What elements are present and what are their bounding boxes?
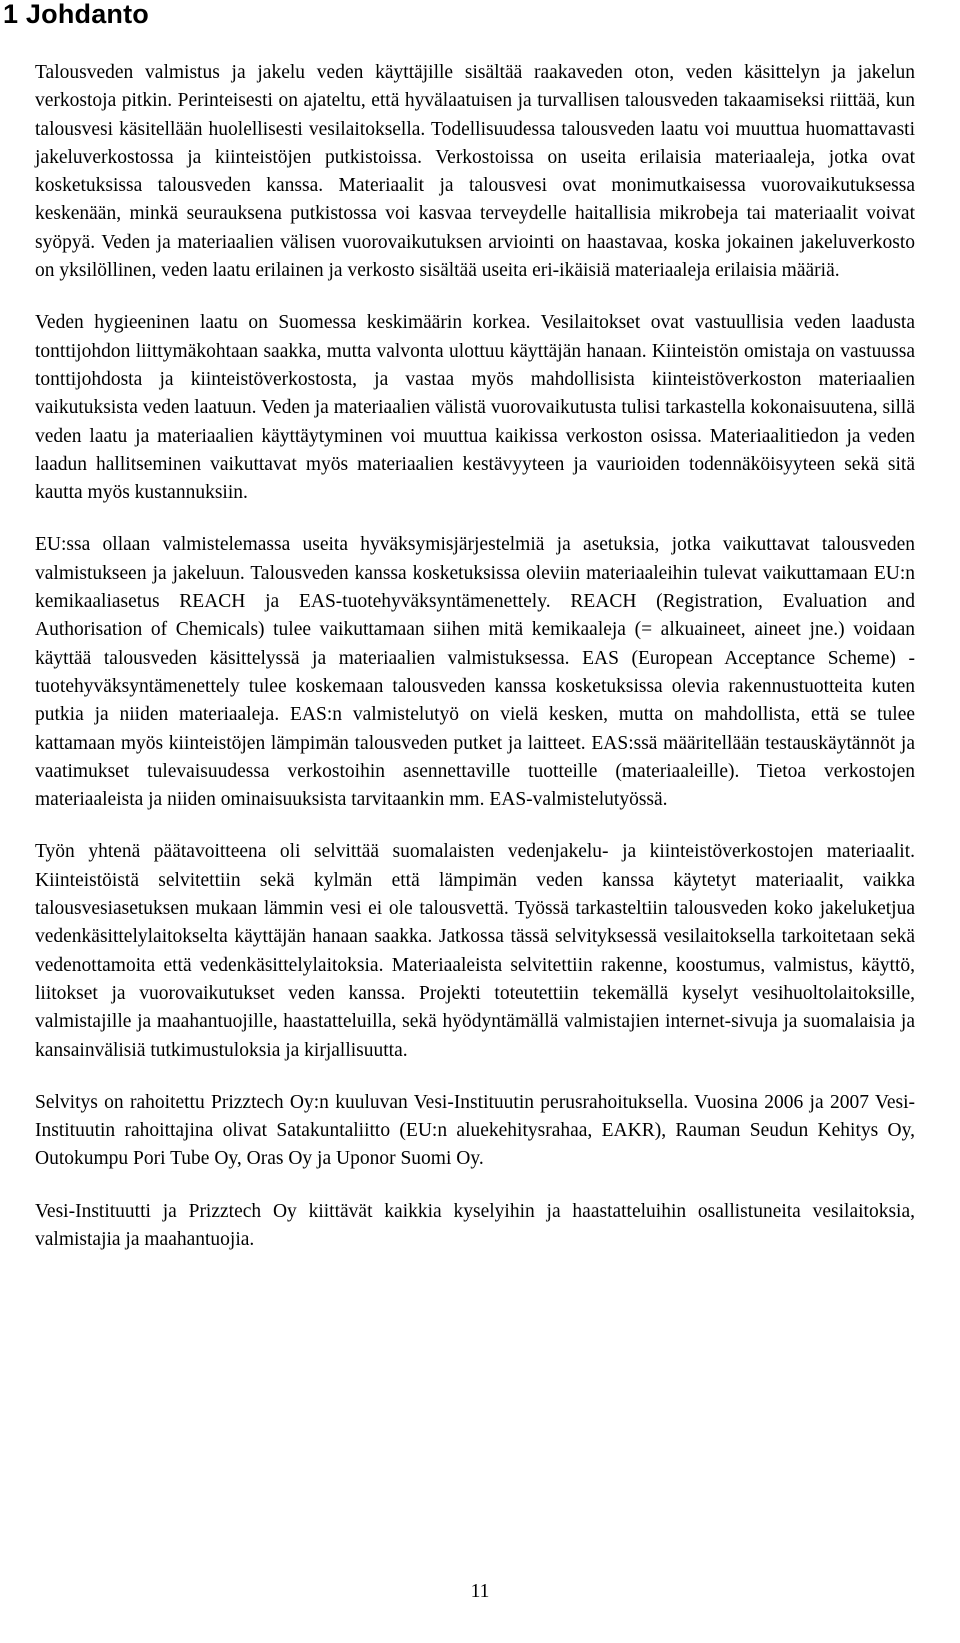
body-text xyxy=(35,59,915,1278)
paragraph-eu-regulation: EU:ssa ollaan valmistelemassa useita hyväksymisjärjestelmiä ja asetuksia, jotka vaikuttavat talousveden valmistukseen ja jakeluun. Talousveden kanssa kosketuksissa oleviin materiaaleihin tulevat vaikuttamaan EU:n kemikaaliasetus REACH ja EAS-tuotehyväksyntämenettely. REACH (Registration, Evaluation and Authorisation of Chemicals) tulee vaikuttamaan siihen mitä kemikaaleja (= alkuaineet, aineet jne.) voidaan käyttää talousveden käsittelyssä ja materiaalien valmistuksessa. EAS (European Acceptance Scheme) -tuotehyväksyntämenettely tulee koskemaan talousveden kanssa kosketuksissa olevia rakennustuotteita kuten putkia ja niiden materiaaleja. EAS:n valmistelutyö on vielä kesken, mutta on mahdollista, että se tulee kattamaan myös kiinteistöjen lämpimän talousveden putket ja laitteet. EAS:ssä määritellään testauskäytännöt ja vaatimukset tulevaisuudessa verkostoihin asennettaville tuotteille (materiaaleille). Tietoa verkostojen materiaaleista ja niiden ominaisuuksista tarvitaankin mm. EAS-valmistelutyössä. xyxy=(35,534,915,811)
paragraph-hygienic-quality: Veden hygieeninen laatu on Suomessa keskimäärin korkea. Vesilaitokset ovat vastuullisia veden laadusta tonttijohdon liittymäkohtaan saakka, mutta valvonta ulottuu käyttäjän hanaan. Kiinteistön omistaja on vastuussa tonttijohdosta ja kiinteistöverkostosta, ja vastaa myös mahdollisista kiinteistöverkoston materiaalien vaikutuksista veden laatuun. Veden ja materiaalien välistä vuorovaikutusta tulisi tarkastella kokonaisuutena, sillä veden laatu ja materiaalien käyttäytyminen voi muuttua kaikissa verkoston osissa. Materiaalitiedon ja veden laadun hallitseminen vaikuttavat myös materiaalien kestävyyteen ja vaurioiden todennäköisyyteen sekä sitä kautta myös kustannuksiin. xyxy=(35,312,915,504)
chapter-heading: 1 Johdanto xyxy=(3,0,150,29)
paragraph-funding: Selvitys on rahoitettu Prizztech Oy:n kuuluvan Vesi-Instituutin perusrahoituksella. Vuosina 2006 ja 2007 Vesi-Instituutin rahoittajina olivat Satakuntaliitto (EU:n aluekehitysrahaa, EAKR), Rauman Seudun Kehitys Oy, Outokumpu Pori Tube Oy, Oras Oy ja Uponor Suomi Oy. xyxy=(35,1091,915,1170)
paragraph-intro: Talousveden valmistus ja jakelu veden käyttäjille sisältää raakaveden oton, veden käsittelyn ja jakelun verkostoja pitkin. Perinteisesti on ajateltu, että hyvälaatuisen ja turvallisen talousveden takaamiseksi riittää, kun talousvesi käsitellään huolellisesti vesilaitoksella. Todellisuudessa talousveden laatu voi muuttua huomattavasti jakeluverkostossa ja kiinteistöjen putkistoissa. Verkostoissa on useita erilaisia materiaaleja, jotka ovat kosketuksissa talousveden kanssa. Materiaalit ja talousvesi ovat monimutkaisessa vuorovaikutuksessa keskenään, minkä seurauksena putkistossa voi kasvaa terveydelle haitallisia mikrobeja tai materiaalit voivat syöpyä. Veden ja materiaalien välisen vuorovaikutuksen arviointi on haastavaa, koska jokainen jakeluverkosto on yksilöllinen, veden laatu erilainen ja verkosto sisältää useita eri-ikäisiä materiaaleja erilaisia määriä. xyxy=(35,62,915,282)
page-number: 11 xyxy=(470,1581,490,1602)
paragraph-objectives: Työn yhtenä päätavoitteena oli selvittää suomalaisten vedenjakelu- ja kiinteistöverkostojen materiaalit. Kiinteistöistä selvitettiin sekä kylmän että lämpimän veden kanssa käytetyt materiaalit, vaikka talousvesiasetuksen mukaan lämmin vesi ei ole talousvettä. Työssä tarkasteltiin talousveden koko jakeluketjua vedenkäsittelylaitokselta käyttäjän hanaan saakka. Jatkossa tässä selvityksessä vesilaitoksella tarkoitetaan sekä vedenottamoita että vedenkäsittelylaitoksia. Materiaaleista selvitettiin rakenne, koostumus, valmistus, käyttö, liitokset ja vuorovaikutukset veden kanssa. Projekti toteutettiin tekemällä kyselyt vesihuoltolaitoksille, valmistajille ja maahantuojille, haastatteluilla, sekä hyödyntämällä valmistajien internet-sivuja ja suomalaisia ja kansainvälisiä tutkimustuloksia ja kirjallisuutta. xyxy=(35,841,915,1061)
paragraph-acknowledgements: Vesi-Instituutti ja Prizztech Oy kiittävät kaikkia kyselyihin ja haastatteluihin osallistuneita vesilaitoksia, valmistajia ja maahantuojia. xyxy=(35,1200,915,1250)
